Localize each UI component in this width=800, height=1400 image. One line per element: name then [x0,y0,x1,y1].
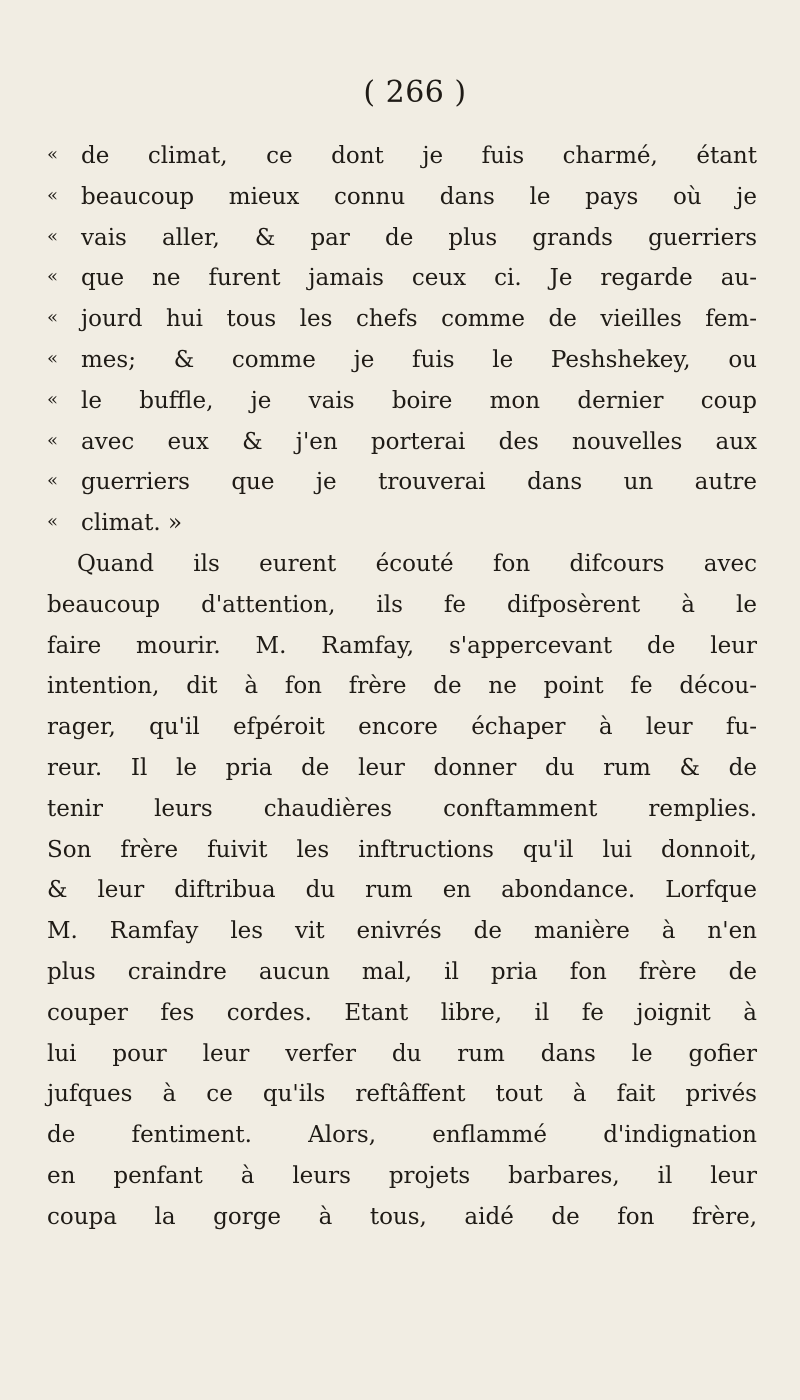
text-line [47,340,757,381]
page-number: ( 266 ) [363,75,467,110]
text-line [47,952,757,993]
line-text: faire mourir. M. Ramfay, s'appercevant de leur [47,632,757,659]
text-line [47,911,757,952]
quote-mark: « [47,225,59,247]
text-line [47,1156,757,1197]
text-line [47,299,757,340]
quote-mark: « [47,307,59,329]
text-line [47,1034,757,1075]
line-text: couper fes cordes. Etant libre, il fe joignit à [47,999,757,1026]
quote-mark: « [47,470,59,492]
quote-mark: « [47,388,59,410]
text-line [47,218,757,259]
text-line [47,1115,757,1156]
line-text: jufques à ce qu'ils reftâffent tout à fait privés [47,1081,757,1108]
quote-mark: « [47,429,59,451]
line-text: plus craindre aucun mal, il pria fon frère de [47,958,757,985]
text-line [47,830,757,871]
line-text: mes; & comme je fuis le Peshshekey, ou [81,346,757,373]
text-line [47,177,757,218]
quote-mark: « [47,184,59,206]
line-text: reur. Il le pria de leur donner du rum & de [47,754,757,781]
text-line [47,789,757,830]
text-line [47,1074,757,1115]
line-text: vais aller, & par de plus grands guerriers [81,224,757,251]
line-text: que ne furent jamais ceux ci. Je regarde au- [81,265,757,292]
line-text: avec eux & j'en porterai des nouvelles aux [81,428,757,455]
text-line [47,503,757,544]
quote-mark: « [47,266,59,288]
quote-mark: « [47,511,59,533]
text-line [47,666,757,707]
line-text: coupa la gorge à tous, aidé de fon frère, [47,1203,757,1230]
line-text: en penfant à leurs projets barbares, il leur [47,1162,757,1189]
line-text: Son frère fuivit les inftructions qu'il lui donnoit, [47,836,757,863]
text-line [47,136,757,177]
text-line [47,626,757,667]
line-text: beaucoup d'attention, ils fe difposèrent à le [47,591,757,618]
text-line [47,748,757,789]
line-text: beaucoup mieux connu dans le pays où je [81,183,757,210]
quote-mark: « [47,347,59,369]
text-line [47,1197,757,1238]
text-line [47,258,757,299]
line-text: climat. » [81,510,183,537]
line-text: intention, dit à fon frère de ne point fe décou- [47,673,757,700]
line-text: Quand ils eurent écouté fon difcours avec [77,550,757,577]
line-text: & leur diftribua du rum en abondance. Lorfque [47,877,757,904]
text-line [47,462,757,503]
text-line [47,544,757,585]
line-text: jourd hui tous les chefs comme de vieilles fem- [81,306,757,333]
line-text: de climat, ce dont je fuis charmé, étant [81,143,757,169]
text-line [47,870,757,911]
line-text: guerriers que je trouverai dans un autre [81,469,757,496]
line-text: de fentiment. Alors, enflammé d'indignation [47,1122,757,1149]
line-text: rager, qu'il efpéroit encore échaper à leur fu- [47,714,757,741]
text-line [47,993,757,1034]
text-line [47,585,757,626]
text-line [47,422,757,463]
line-text: le buffle, je vais boire mon dernier coup [81,387,757,414]
text-line [47,707,757,748]
page-text [47,136,757,1238]
text-line [47,381,757,422]
quote-mark: « [47,144,59,165]
line-text: tenir leurs chaudières conftamment remplies. [47,795,757,822]
line-text: M. Ramfay les vit enivrés de manière à n'en [47,918,757,945]
line-text: lui pour leur verfer du rum dans le gofier [47,1040,757,1067]
